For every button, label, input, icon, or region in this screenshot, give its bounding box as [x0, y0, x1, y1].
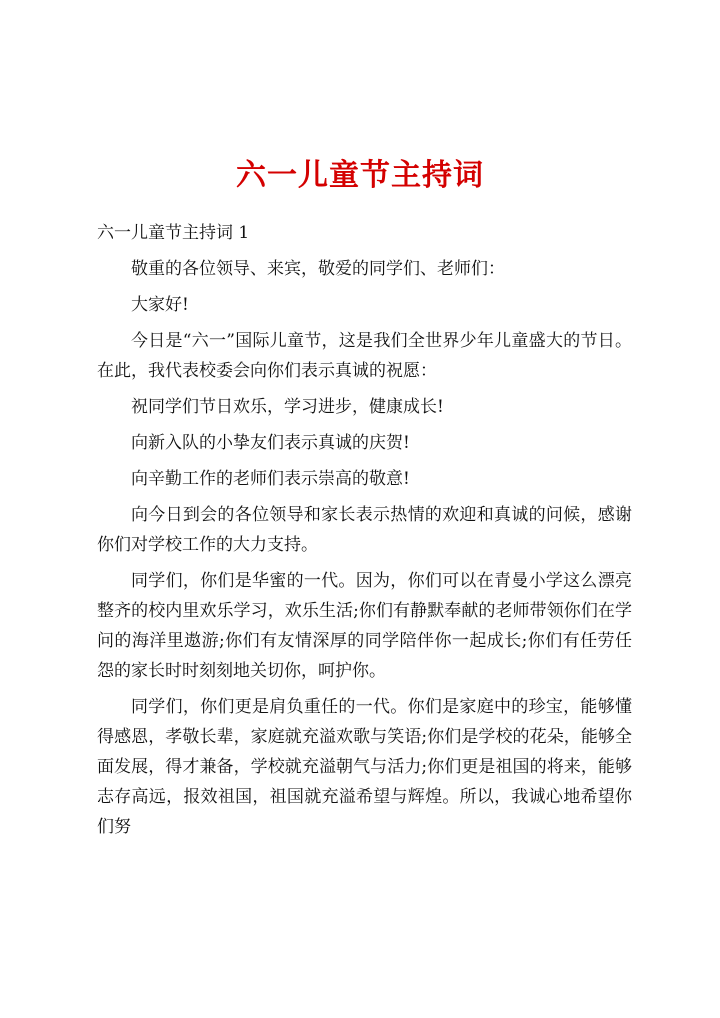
paragraph-responsible-generation: 同学们，你们更是肩负重任的一代。你们是家庭中的珍宝，能够懂得感恩，孝敬长辈，家庭就充溢欢歌与笑语;你们是学校的花朵，能够全面发展，得才兼备，学校就充溢朝气与活力;你们更是祖国的将来，能够志存高远，报效祖国，祖国就充溢希望与辉煌。所以，我诚心地希望你们努 [97, 697, 632, 837]
paragraph-wish-students: 祝同学们节日欢乐，学习进步，健康成长! [131, 397, 444, 417]
paragraph-respect-teachers: 向辛勤工作的老师们表示崇高的敬意! [131, 469, 410, 489]
paragraph-hello: 大家好! [131, 295, 189, 315]
paragraph-happy-generation: 同学们，你们是华蜜的一代。因为，你们可以在青曼小学这么漂亮整齐的校内里欢乐学习，欢乐生活;你们有静默奉献的老师带领你们在学问的海洋里遨游;你们有友情深厚的同学陪伴你一起成长;你们有任劳任怨的家长时时刻刻地关切你，呵护你。 [97, 571, 632, 681]
paragraph-intro: 今日是“六一”国际儿童节，这是我们全世界少年儿童盛大的节日。在此，我代表校委会向你们表示真诚的祝愿： [97, 331, 632, 381]
paragraph-congrats-new-members: 向新入队的小挚友们表示真诚的庆贺! [131, 433, 410, 453]
document-body [97, 218, 632, 848]
paragraph-greeting: 敬重的各位领导、来宾，敬爱的同学们、老师们： [131, 259, 505, 279]
document-title: 六一儿童节主持词 [236, 158, 484, 193]
section-heading: 六一儿童节主持词 1 [97, 223, 250, 243]
paragraph-welcome-guests: 向今日到会的各位领导和家长表示热情的欢迎和真诚的问候，感谢你们对学校工作的大力支持。 [97, 505, 632, 555]
